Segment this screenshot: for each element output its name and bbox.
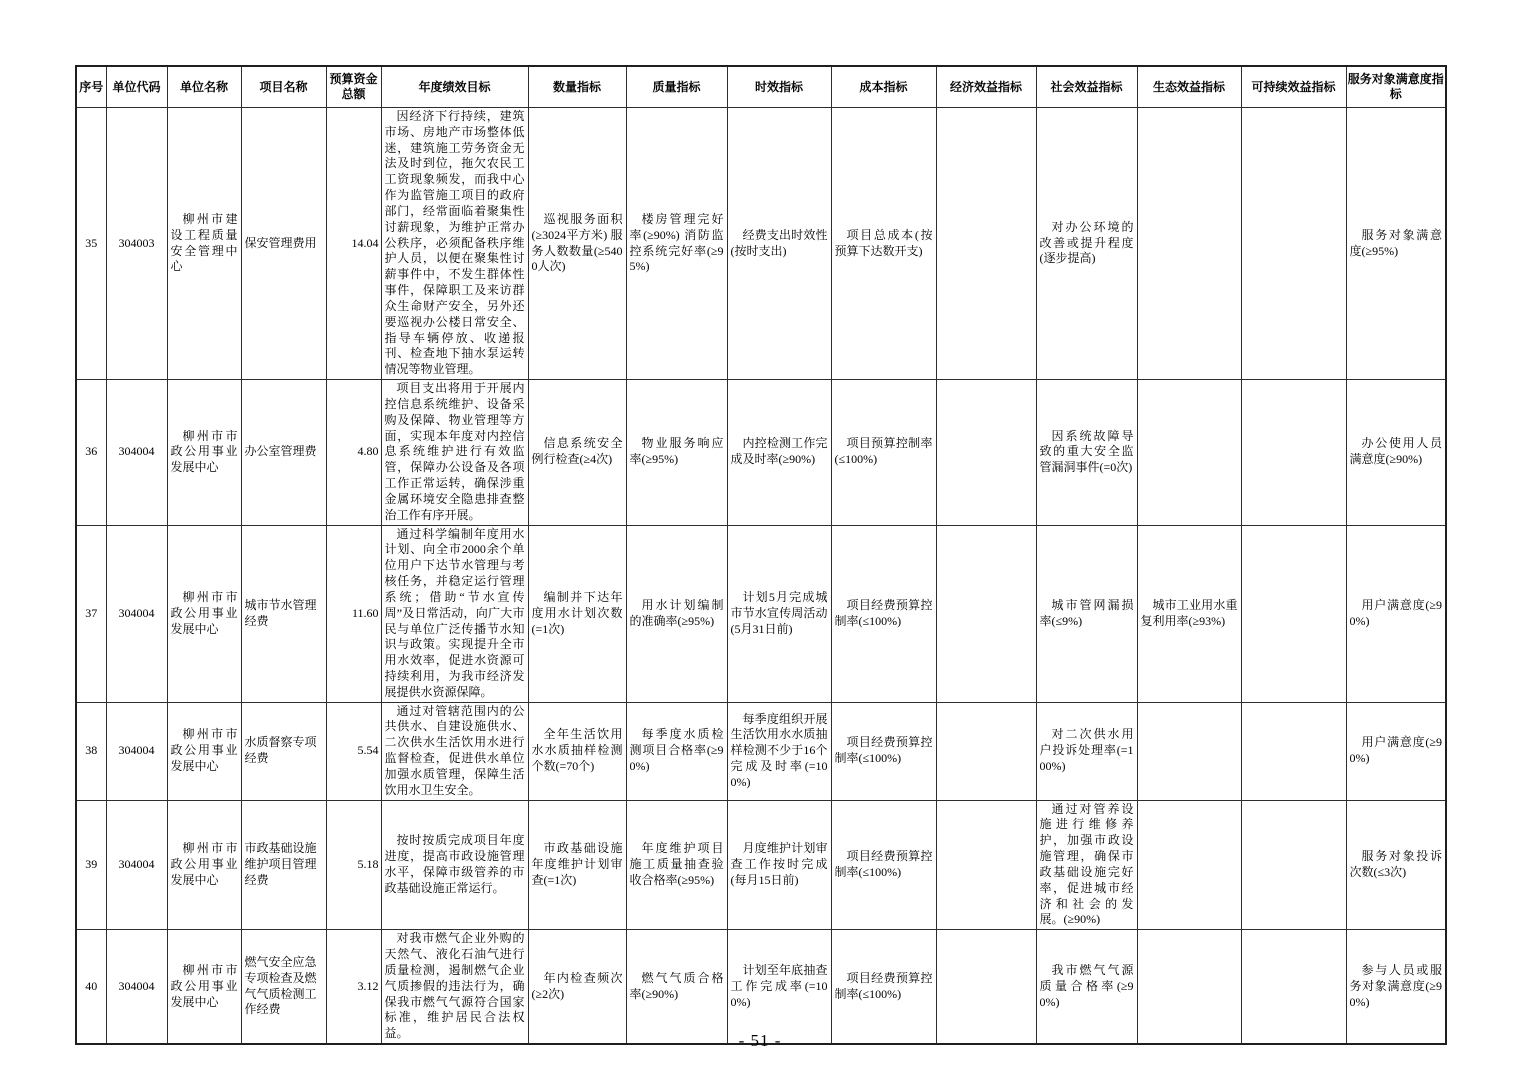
cell-satisfaction-indicator: 服务对象满意度(≥95%) — [1346, 108, 1446, 380]
cell-quantity-indicator: 巡视服务面积(≥3024平方米) 服务人数数量(≥5400人次) — [528, 108, 626, 380]
cell-sustainable-benefit-indicator — [1241, 108, 1346, 380]
cell-ecological-benefit-indicator — [1137, 800, 1241, 930]
cell-unit-name: 柳州市市政公用事业发展中心 — [167, 800, 241, 930]
table-row — [76, 108, 1446, 380]
col-header-timeliness-indicator: 时效指标 — [727, 66, 831, 108]
col-header-social-benefit: 社会效益指标 — [1036, 66, 1137, 108]
cell-unit-code: 304004 — [106, 800, 167, 930]
table-row — [76, 702, 1446, 800]
col-header-economic-benefit: 经济效益指标 — [936, 66, 1036, 108]
cell-social-benefit-indicator: 通过对管养设施进行维修养护，加强市政设施管理，确保市政基础设施完好率，促进城市经济和社会的发展。(≥90%) — [1036, 800, 1137, 930]
cell-sustainable-benefit-indicator — [1241, 702, 1346, 800]
cell-social-benefit-indicator: 因系统故障导致的重大安全监管漏洞事件(=0次) — [1036, 380, 1137, 525]
performance-indicators-table — [75, 65, 1447, 1045]
cell-timeliness-indicator: 每季度组织开展生活饮用水水质抽样检测不少于16个完成及时率(=100%) — [727, 702, 831, 800]
table-row — [76, 930, 1446, 1044]
cell-quality-indicator: 燃气气质合格率(≥90%) — [626, 930, 727, 1044]
cell-project-name: 办公室管理费 — [241, 380, 326, 525]
cell-budget: 14.04 — [326, 108, 381, 380]
cell-timeliness-indicator: 计划至年底抽查工作完成率(=100%) — [727, 930, 831, 1044]
cell-social-benefit-indicator: 对二次供水用户投诉处理率(=100%) — [1036, 702, 1137, 800]
cell-project-name: 水质督察专项经费 — [241, 702, 326, 800]
cell-quantity-indicator: 编制并下达年度用水计划次数(=1次) — [528, 525, 626, 702]
cell-unit-code: 304004 — [106, 525, 167, 702]
cell-satisfaction-indicator: 用户满意度(≥90%) — [1346, 702, 1446, 800]
cell-timeliness-indicator: 经费支出时效性(按时支出) — [727, 108, 831, 380]
cell-budget: 3.12 — [326, 930, 381, 1044]
cell-quantity-indicator: 年内检查频次(≥2次) — [528, 930, 626, 1044]
cell-unit-code: 304003 — [106, 108, 167, 380]
cell-ecological-benefit-indicator — [1137, 930, 1241, 1044]
cell-quantity-indicator: 全年生活饮用水水质抽样检测个数(=70个) — [528, 702, 626, 800]
cell-seq: 39 — [76, 800, 106, 930]
cell-annual-goal: 通过对管辖范围内的公共供水、自建设施供水、二次供水生活饮用水进行监督检查，促进供水单位加强水质管理，保障生活饮用水卫生安全。 — [381, 702, 528, 800]
cell-quality-indicator: 物业服务响应率(≥95%) — [626, 380, 727, 525]
cell-unit-name: 柳州市建设工程质量安全管理中心 — [167, 108, 241, 380]
cell-sustainable-benefit-indicator — [1241, 525, 1346, 702]
cell-cost-indicator: 项目经费预算控制率(≤100%) — [831, 800, 936, 930]
document-page — [75, 65, 1447, 1045]
cell-cost-indicator: 项目总成本(按预算下达数开支) — [831, 108, 936, 380]
col-header-quantity-indicator: 数量指标 — [528, 66, 626, 108]
cell-economic-benefit-indicator — [936, 800, 1036, 930]
table-row — [76, 380, 1446, 525]
col-header-budget-total: 预算资金总额 — [326, 66, 381, 108]
cell-annual-goal: 通过科学编制年度用水计划、向全市2000余个单位用户下达节水管理与考核任务，并稳定运行管理系统；借助“节水宣传周”及日常活动，向广大市民与单位广泛传播节水知识与政策。实现提升全市用水效率，促进水资源可持续利用，为我市经济发展提供水资源保障。 — [381, 525, 528, 702]
cell-project-name: 市政基础设施维护项目管理经费 — [241, 800, 326, 930]
cell-seq: 36 — [76, 380, 106, 525]
col-header-sustainable-benefit: 可持续效益指标 — [1241, 66, 1346, 108]
cell-unit-name: 柳州市市政公用事业发展中心 — [167, 930, 241, 1044]
col-header-annual-goal: 年度绩效目标 — [381, 66, 528, 108]
cell-satisfaction-indicator: 办公使用人员满意度(≥90%) — [1346, 380, 1446, 525]
cell-economic-benefit-indicator — [936, 380, 1036, 525]
cell-quality-indicator: 楼房管理完好率(≥90%) 消防监控系统完好率(≥95%) — [626, 108, 727, 380]
col-header-quality-indicator: 质量指标 — [626, 66, 727, 108]
cell-seq: 37 — [76, 525, 106, 702]
cell-ecological-benefit-indicator — [1137, 108, 1241, 380]
cell-annual-goal: 项目支出将用于开展内控信息系统维护、设备采购及保障、物业管理等方面，实现本年度对内控信息系统维护进行有效监管，保障办公设备及各项工作正常运转，确保涉重金属环境安全隐患排查整治工作有序开展。 — [381, 380, 528, 525]
table-row — [76, 525, 1446, 702]
cell-unit-name: 柳州市市政公用事业发展中心 — [167, 702, 241, 800]
cell-quantity-indicator: 信息系统安全例行检查(≥4次) — [528, 380, 626, 525]
header-row — [76, 66, 1446, 108]
cell-economic-benefit-indicator — [936, 525, 1036, 702]
cell-project-name: 保安管理费用 — [241, 108, 326, 380]
cell-social-benefit-indicator: 城市管网漏损率(≤9%) — [1036, 525, 1137, 702]
page-number: - 51 - — [738, 1031, 782, 1050]
cell-annual-goal: 按时按质完成项目年度进度，提高市政设施管理水平，保障市级管养的市政基础设施正常运行。 — [381, 800, 528, 930]
cell-quality-indicator: 每季度水质检测项目合格率(≥90%) — [626, 702, 727, 800]
cell-timeliness-indicator: 月度维护计划审查工作按时完成(每月15日前) — [727, 800, 831, 930]
cell-budget: 5.54 — [326, 702, 381, 800]
cell-seq: 38 — [76, 702, 106, 800]
cell-social-benefit-indicator: 对办公环境的改善或提升程度(逐步提高) — [1036, 108, 1137, 380]
col-header-project-name: 项目名称 — [241, 66, 326, 108]
cell-sustainable-benefit-indicator — [1241, 800, 1346, 930]
cell-timeliness-indicator: 内控检测工作完成及时率(≥90%) — [727, 380, 831, 525]
cell-annual-goal: 因经济下行持续，建筑市场、房地产市场整体低迷，建筑施工劳务资金无法及时到位，拖欠农民工工资现象频发，而我中心作为监管施工项目的政府部门，经常面临着聚集性讨薪现象，为维护正常办公秩序，必须配备秩序维护人员，以便在聚集性讨薪事件中，不发生群体性事件，保障职工及来访群众生命财产安全，另外还要巡视办公楼日常安全、指导车辆停放、收递报刊、检查地下抽水泵运转情况等物业管理。 — [381, 108, 528, 380]
cell-economic-benefit-indicator — [936, 702, 1036, 800]
cell-seq: 35 — [76, 108, 106, 380]
cell-ecological-benefit-indicator — [1137, 380, 1241, 525]
col-header-ecological-benefit: 生态效益指标 — [1137, 66, 1241, 108]
cell-satisfaction-indicator: 服务对象投诉次数(≤3次) — [1346, 800, 1446, 930]
cell-ecological-benefit-indicator: 城市工业用水重复利用率(≥93%) — [1137, 525, 1241, 702]
cell-economic-benefit-indicator — [936, 108, 1036, 380]
cell-seq: 40 — [76, 930, 106, 1044]
cell-quantity-indicator: 市政基础设施年度维护计划审查(=1次) — [528, 800, 626, 930]
cell-unit-code: 304004 — [106, 702, 167, 800]
cell-satisfaction-indicator: 用户满意度(≥90%) — [1346, 525, 1446, 702]
table-row — [76, 800, 1446, 930]
col-header-cost-indicator: 成本指标 — [831, 66, 936, 108]
cell-satisfaction-indicator: 参与人员或服务对象满意度(≥90%) — [1346, 930, 1446, 1044]
cell-unit-name: 柳州市市政公用事业发展中心 — [167, 380, 241, 525]
cell-ecological-benefit-indicator — [1137, 702, 1241, 800]
col-header-unit-code: 单位代码 — [106, 66, 167, 108]
cell-cost-indicator: 项目经费预算控制率(≤100%) — [831, 930, 936, 1044]
cell-sustainable-benefit-indicator — [1241, 930, 1346, 1044]
cell-quality-indicator: 用水计划编制的准确率(≥95%) — [626, 525, 727, 702]
col-header-unit-name: 单位名称 — [167, 66, 241, 108]
cell-project-name: 燃气安全应急专项检查及燃气气质检测工作经费 — [241, 930, 326, 1044]
cell-quality-indicator: 年度维护项目施工质量抽查验收合格率(≥95%) — [626, 800, 727, 930]
cell-economic-benefit-indicator — [936, 930, 1036, 1044]
cell-cost-indicator: 项目经费预算控制率(≤100%) — [831, 525, 936, 702]
cell-sustainable-benefit-indicator — [1241, 380, 1346, 525]
cell-cost-indicator: 项目预算控制率(≤100%) — [831, 380, 936, 525]
col-header-seq: 序号 — [76, 66, 106, 108]
cell-budget: 11.60 — [326, 525, 381, 702]
cell-annual-goal: 对我市燃气企业外购的天然气、液化石油气进行质量检测，遏制燃气企业气质掺假的违法行为，确保我市燃气气源符合国家标准，维护居民合法权益。 — [381, 930, 528, 1044]
cell-unit-name: 柳州市市政公用事业发展中心 — [167, 525, 241, 702]
cell-social-benefit-indicator: 我市燃气气源质量合格率(≥90%) — [1036, 930, 1137, 1044]
cell-budget: 5.18 — [326, 800, 381, 930]
cell-cost-indicator: 项目经费预算控制率(≤100%) — [831, 702, 936, 800]
cell-budget: 4.80 — [326, 380, 381, 525]
col-header-satisfaction-indicator: 服务对象满意度指标 — [1346, 66, 1446, 108]
cell-timeliness-indicator: 计划5月完成城市节水宣传周活动(5月31日前) — [727, 525, 831, 702]
cell-unit-code: 304004 — [106, 930, 167, 1044]
cell-unit-code: 304004 — [106, 380, 167, 525]
cell-project-name: 城市节水管理经费 — [241, 525, 326, 702]
